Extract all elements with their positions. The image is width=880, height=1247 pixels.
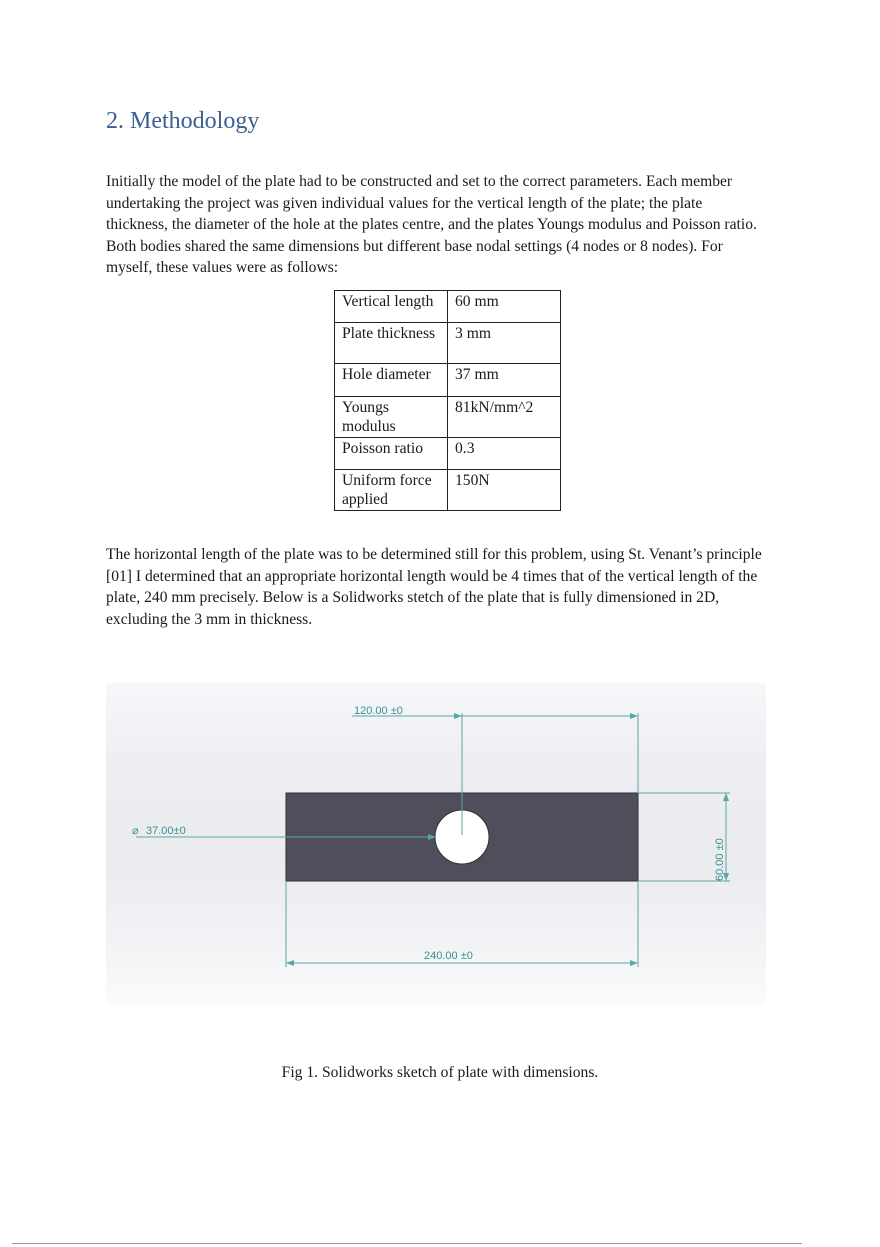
table-row — [335, 438, 561, 470]
param-value: 0.3 — [448, 438, 561, 470]
table-row — [335, 470, 561, 511]
horizontal-length-paragraph: The horizontal length of the plate was to be determined still for this problem, using St. Venant’s principle [01] I determined that an appropriate horizontal length would be 4 times that of the vertical length of the plate, 240 mm precisely. Below is a Solidworks stetch of the plate that is fully dimensioned in 2D, excluding the 3 mm in thickness. — [106, 546, 762, 628]
param-value: 60 mm — [448, 291, 561, 323]
plate-sketch-svg — [106, 683, 766, 1005]
solidworks-sketch-figure — [106, 683, 766, 1005]
param-label: Vertical length — [335, 291, 448, 323]
bottom-dimension-label: 240.00 ±0 — [424, 950, 473, 962]
table-row — [335, 323, 561, 364]
parameters-table — [334, 290, 561, 511]
figure-caption: Fig 1. Solidworks sketch of plate with dimensions. — [281, 1064, 599, 1081]
arrow-icon — [630, 713, 638, 719]
arrow-icon — [286, 960, 294, 966]
table-row — [335, 364, 561, 397]
diameter-symbol-icon: ⌀ — [132, 825, 139, 837]
param-value: 81kN/mm^2 — [448, 397, 561, 438]
top-dimension-label: 120.00 ±0 — [354, 705, 403, 717]
footer-divider — [12, 1243, 802, 1244]
param-label: Plate thickness — [335, 323, 448, 364]
arrow-icon — [630, 960, 638, 966]
arrow-icon — [723, 793, 729, 801]
hole-dimension-label: 37.00±0 — [146, 825, 186, 837]
arrow-icon — [454, 713, 462, 719]
param-label: Youngs modulus — [335, 397, 448, 438]
section-heading: 2. Methodology — [106, 108, 260, 134]
table-row — [335, 397, 561, 438]
param-label: Poisson ratio — [335, 438, 448, 470]
param-value: 3 mm — [448, 323, 561, 364]
intro-paragraph: Initially the model of the plate had to be constructed and set to the correct parameters. Each member undertaking the project was given individual values for the vertical length of the plate; the plate thickness, the diameter of the hole at the plates centre, and the plates Youngs modulus and Poisson ratio. Both bodies shared the same dimensions but different base nodal settings (4 nodes or 8 nodes). For myself, these values were as follows: — [106, 173, 757, 276]
param-value: 150N — [448, 470, 561, 511]
right-dimension-label: 60.00 ±0 — [714, 838, 726, 881]
table-row — [335, 291, 561, 323]
param-value: 37 mm — [448, 364, 561, 397]
param-label: Hole diameter — [335, 364, 448, 397]
param-label: Uniform force applied — [335, 470, 448, 511]
